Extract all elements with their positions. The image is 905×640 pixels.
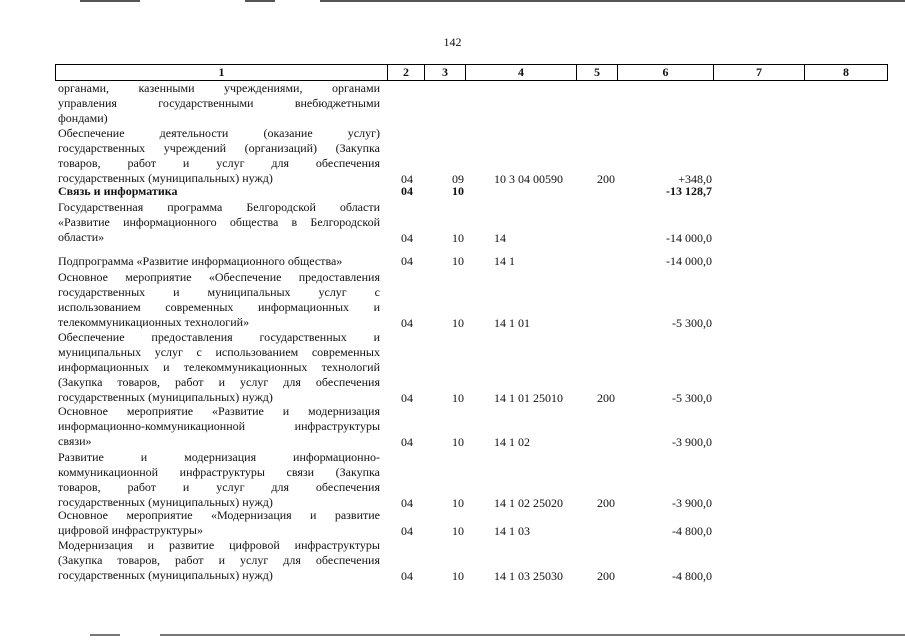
amount: -3 900,0 [672, 496, 712, 510]
target-article-code: 14 [494, 231, 506, 245]
target-article-code: 14 1 03 [494, 524, 530, 538]
amount: -13 128,7 [666, 184, 712, 198]
description-line: телекоммуникационных технологий» [58, 315, 250, 329]
subsection-code: 10 [452, 184, 464, 198]
scan-edge-line [160, 634, 905, 636]
description-line: государственных и муниципальных услуг с [58, 285, 380, 299]
section-code: 04 [401, 569, 413, 583]
target-article-code: 14 1 02 25020 [494, 496, 563, 510]
section-code: 04 [401, 172, 413, 186]
row-description [58, 330, 380, 405]
column-header: 6 [618, 65, 714, 81]
section-code: 04 [401, 524, 413, 538]
amount: -5 300,0 [672, 391, 712, 405]
expense-type-code: 200 [597, 496, 615, 510]
description-line: «Развитие информационного общества в Белгородской [58, 215, 380, 229]
amount: -5 300,0 [672, 316, 712, 330]
description-line: государственных учреждений (организаций) (Закупка [58, 141, 380, 155]
description-line: Подпрограмма «Развитие информационного общества» [58, 254, 343, 268]
description-line: Основное мероприятие «Развитие и модернизация [58, 404, 380, 418]
column-header: 7 [714, 65, 805, 81]
description-line: муниципальных услуг с использованием современных [58, 345, 380, 359]
description-line: информационных и телекоммуникационных технологий [58, 360, 380, 374]
description-line: государственных (муниципальных) нужд) [58, 171, 273, 185]
column-header: 4 [466, 65, 577, 81]
row-description [58, 270, 380, 330]
section-code: 04 [401, 496, 413, 510]
amount: -4 800,0 [672, 524, 712, 538]
amount: -4 800,0 [672, 569, 712, 583]
description-line: Основное мероприятие «Обеспечение предоставления [58, 270, 380, 284]
scan-edge-line [80, 0, 140, 2]
target-article-code: 14 1 [494, 254, 515, 268]
row-description [58, 184, 380, 199]
row-description [58, 508, 380, 538]
subsection-code: 10 [452, 496, 464, 510]
target-article-code: 14 1 01 25010 [494, 391, 563, 405]
section-code: 04 [401, 231, 413, 245]
amount: -3 900,0 [672, 435, 712, 449]
amount: -14 000,0 [666, 254, 712, 268]
amount: +348,0 [678, 172, 712, 186]
expense-type-code: 200 [597, 172, 615, 186]
subsection-code: 10 [452, 254, 464, 268]
row-description [58, 254, 380, 269]
column-header-row [55, 64, 888, 81]
description-line: Основное мероприятие «Модернизация и развитие [58, 508, 380, 522]
row-description [58, 538, 380, 583]
row-description [58, 404, 380, 449]
description-line: Модернизация и развитие цифровой инфраструктуры [58, 538, 380, 552]
description-line: фондами) [58, 111, 108, 125]
description-line: использованием современных информационных и [58, 300, 380, 314]
target-article-code: 14 1 02 [494, 435, 530, 449]
section-code: 04 [401, 391, 413, 405]
description-line: (Закупка товаров, работ и услуг для обеспечения [58, 375, 380, 389]
description-line: связи» [58, 434, 92, 448]
expense-type-code: 200 [597, 391, 615, 405]
scan-edge-line [90, 634, 120, 636]
description-line: товаров, работ и услуг для обеспечения [58, 156, 380, 170]
section-code: 04 [401, 184, 413, 198]
page-number: 142 [443, 35, 462, 49]
expense-type-code: 200 [597, 569, 615, 583]
description-line: области» [58, 230, 105, 244]
row-description [58, 126, 380, 186]
subsection-code: 10 [452, 569, 464, 583]
subsection-code: 10 [452, 316, 464, 330]
description-line: Государственная программа Белгородской области [58, 200, 380, 214]
row-description [58, 450, 380, 510]
section-code: 04 [401, 435, 413, 449]
description-line: органами, казенными учреждениями, органами [58, 81, 380, 95]
target-article-code: 10 3 04 00590 [494, 172, 563, 186]
row-description [58, 81, 380, 126]
target-article-code: 14 1 03 25030 [494, 569, 563, 583]
scan-edge-line [320, 0, 905, 2]
column-header: 5 [577, 65, 618, 81]
subsection-code: 10 [452, 524, 464, 538]
description-line: государственных (муниципальных) нужд) [58, 568, 273, 582]
description-line: Обеспечение деятельности (оказание услуг) [58, 126, 380, 140]
description-line: коммуникационной инфраструктуры связи (Закупка [58, 465, 380, 479]
subsection-code: 10 [452, 231, 464, 245]
column-header: 8 [805, 65, 888, 81]
description-line: Обеспечение предоставления государственных и [58, 330, 380, 344]
subsection-code: 10 [452, 391, 464, 405]
column-header: 3 [425, 65, 466, 81]
description-line: цифровой инфраструктуры» [58, 523, 203, 537]
scan-edge-line [245, 0, 275, 2]
description-line: информационно-коммуникационной инфраструктуры [58, 419, 380, 433]
description-line: Развитие и модернизация информационно- [58, 450, 380, 464]
description-line: товаров, работ и услуг для обеспечения [58, 480, 380, 494]
amount: -14 000,0 [666, 231, 712, 245]
description-line: государственных (муниципальных) нужд) [58, 495, 273, 509]
description-line: Связь и информатика [58, 184, 178, 198]
subsection-code: 09 [452, 172, 464, 186]
target-article-code: 14 1 01 [494, 316, 530, 330]
description-line: управления государственными внебюджетными [58, 96, 380, 110]
description-line: (Закупка товаров, работ и услуг для обеспечения [58, 553, 380, 567]
column-header: 2 [388, 65, 425, 81]
section-code: 04 [401, 254, 413, 268]
column-header: 1 [56, 65, 388, 81]
section-code: 04 [401, 316, 413, 330]
subsection-code: 10 [452, 435, 464, 449]
row-description [58, 200, 380, 245]
description-line: государственных (муниципальных) нужд) [58, 390, 273, 404]
